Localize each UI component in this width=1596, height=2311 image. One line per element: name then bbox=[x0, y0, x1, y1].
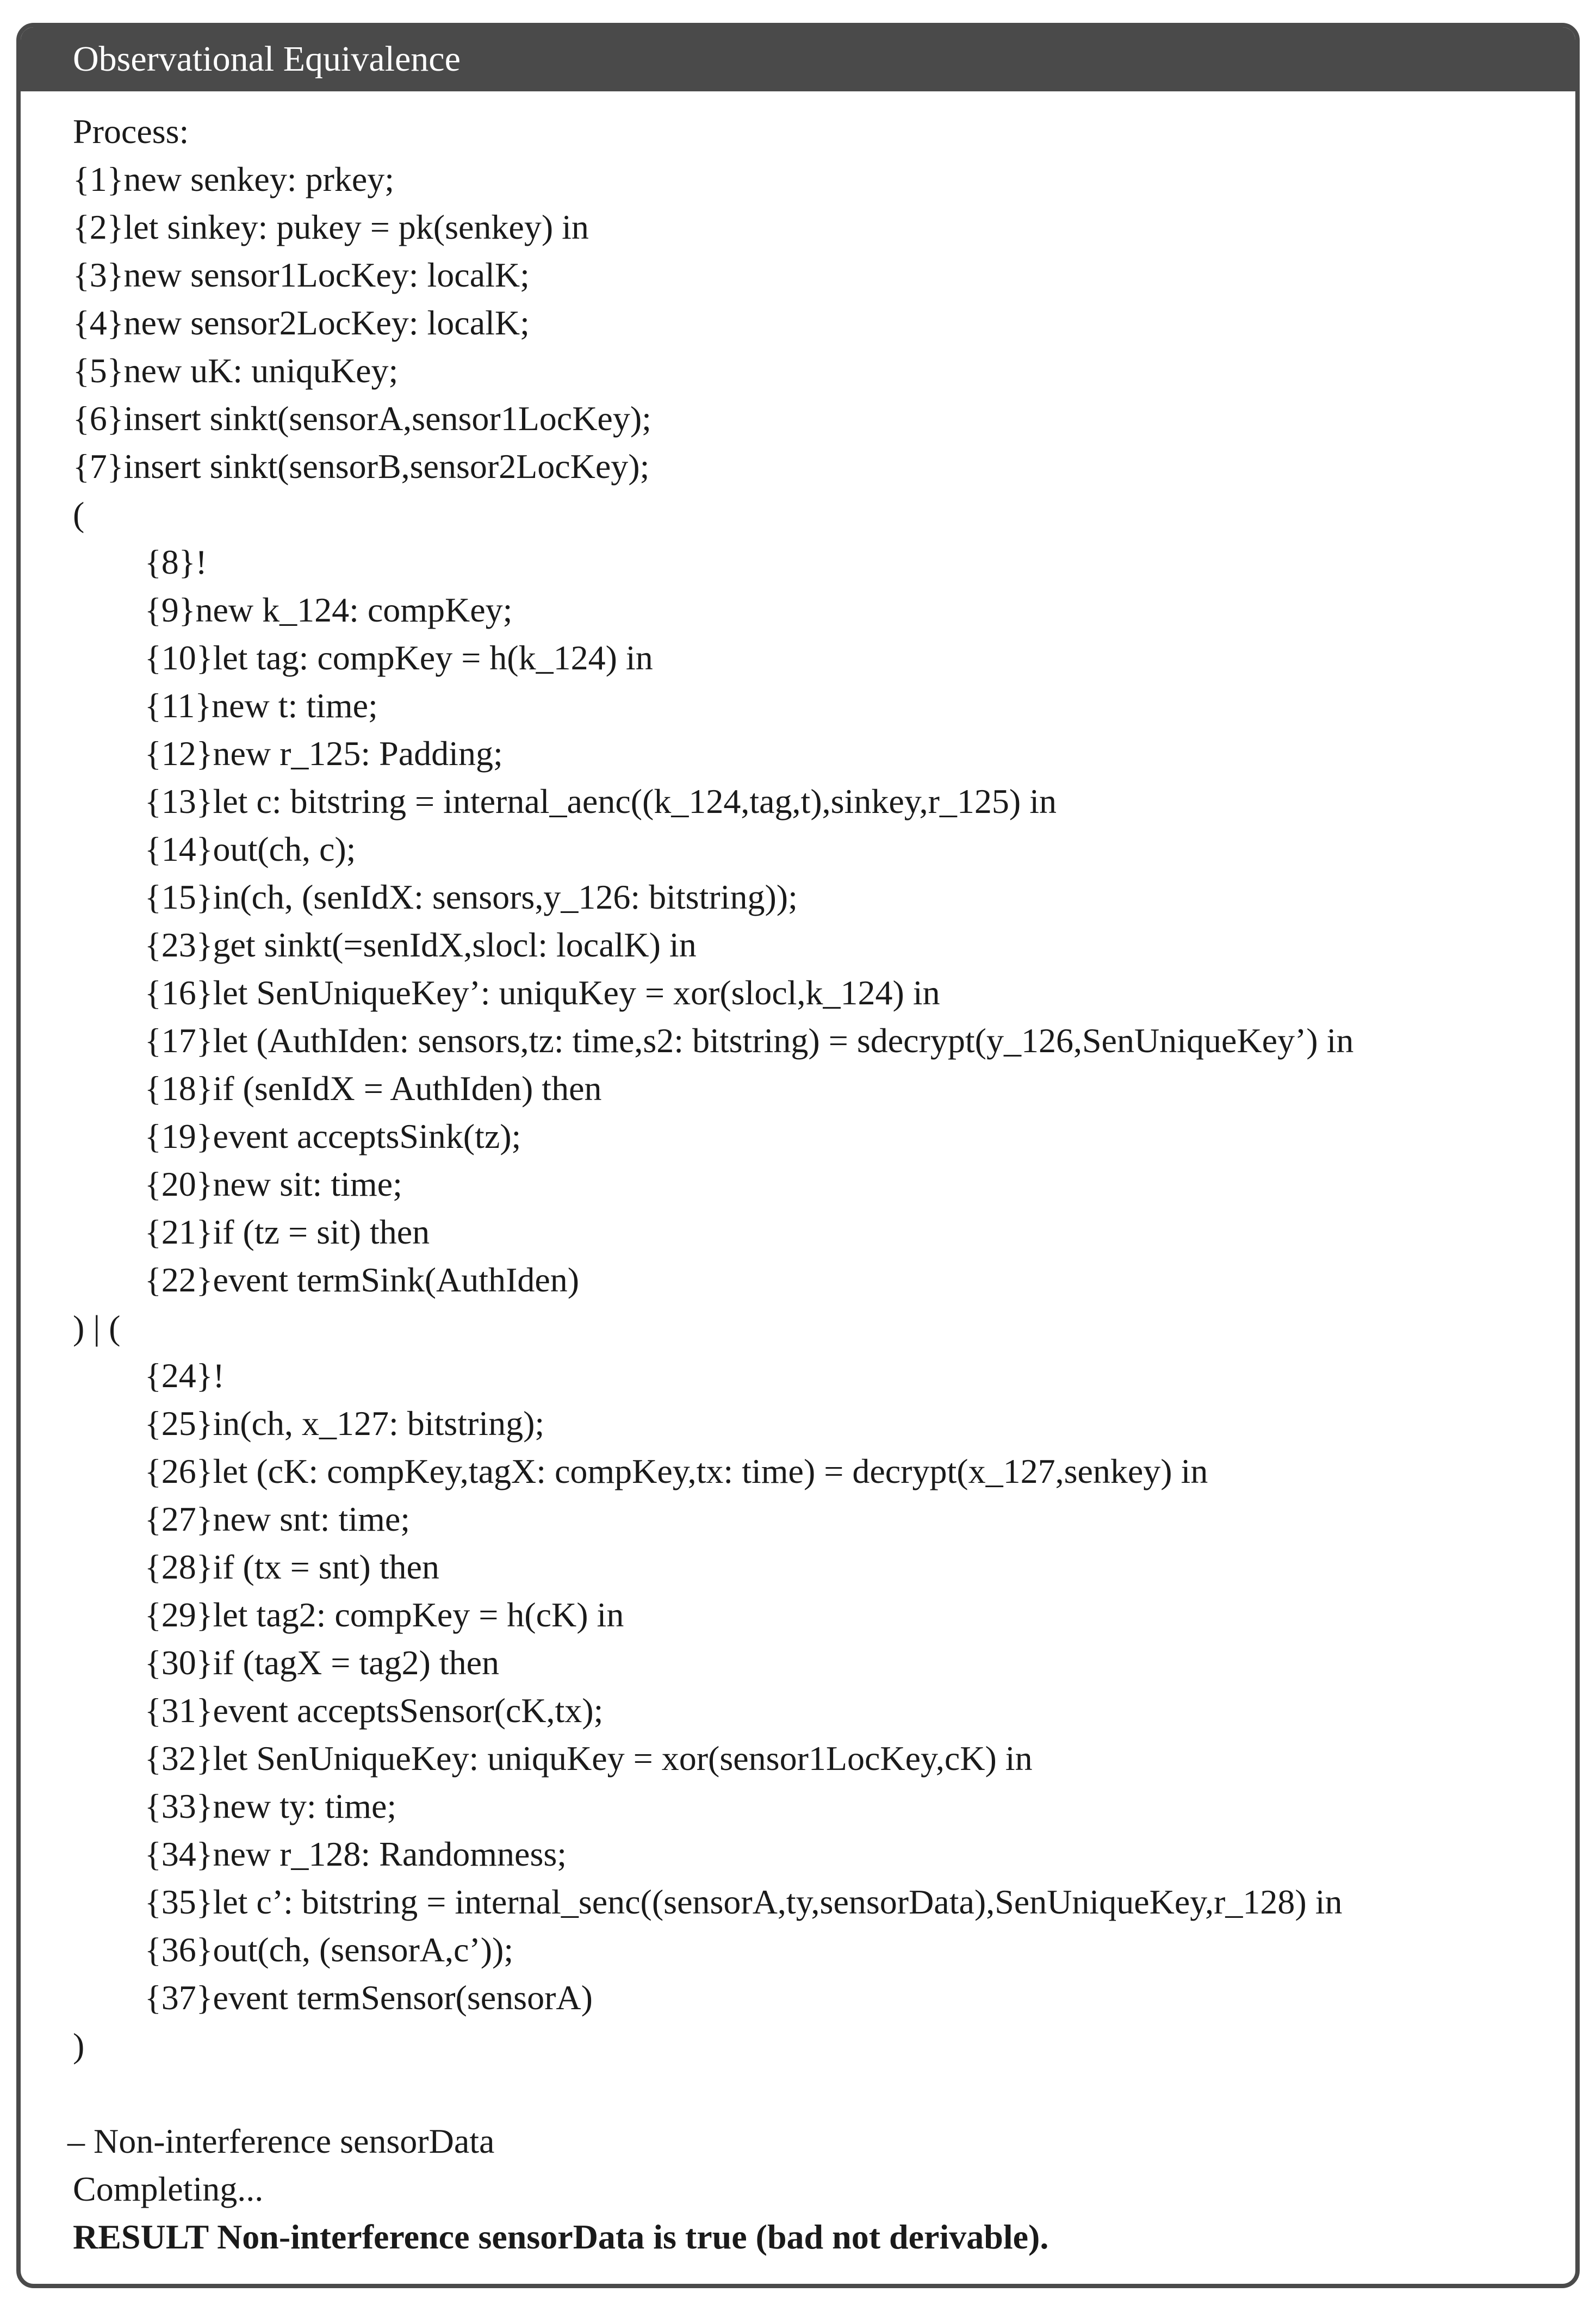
code-line: {30}if (tagX = tag2) then bbox=[145, 1643, 500, 1682]
code-line: {18}if (senIdX = AuthIden) then bbox=[145, 1069, 602, 1108]
code-line: {6}insert sinkt(sensorA,sensor1LocKey); bbox=[73, 399, 651, 438]
code-line: {15}in(ch, (senIdX: sensors,y_126: bitstring)); bbox=[145, 878, 798, 916]
code-line: {12}new r_125: Padding; bbox=[145, 734, 503, 773]
open-paren: ( bbox=[73, 495, 85, 533]
code-line: {20}new sit: time; bbox=[145, 1165, 402, 1203]
code-line: {19}event acceptsSink(tz); bbox=[145, 1117, 521, 1156]
process-listing bbox=[21, 91, 1575, 2261]
completing-line: Completing... bbox=[73, 2170, 264, 2208]
code-line: {14}out(ch, c); bbox=[145, 830, 356, 868]
code-line: {10}let tag: compKey = h(k_124) in bbox=[145, 638, 653, 677]
query-line: – Non-interference sensorData bbox=[67, 2122, 495, 2160]
sensor-process-block bbox=[73, 1352, 1575, 2022]
code-line: {21}if (tz = sit) then bbox=[145, 1213, 430, 1251]
code-line: {11}new t: time; bbox=[145, 686, 378, 725]
code-line: {25}in(ch, x_127: bitstring); bbox=[145, 1404, 545, 1443]
code-line: {29}let tag2: compKey = h(cK) in bbox=[145, 1595, 624, 1634]
close-paren: ) bbox=[73, 2026, 85, 2065]
code-line: {17}let (AuthIden: sensors,tz: time,s2: bitstring) = sdecrypt(y_126,SenUniqueKey’) in bbox=[145, 1021, 1354, 1060]
code-line: {3}new sensor1LocKey: localK; bbox=[73, 256, 530, 294]
code-line: {13}let c: bitstring = internal_aenc((k_124,tag,t),sinkey,r_125) in bbox=[145, 782, 1057, 821]
code-line: {31}event acceptsSensor(cK,tx); bbox=[145, 1691, 604, 1730]
code-line: {9}new k_124: compKey; bbox=[145, 591, 513, 629]
code-line: {32}let SenUniqueKey: uniquKey = xor(sensor1LocKey,cK) in bbox=[145, 1739, 1033, 1778]
parallel-separator: ) | ( bbox=[73, 1308, 121, 1347]
code-line: {28}if (tx = snt) then bbox=[145, 1548, 439, 1586]
code-line: {34}new r_128: Randomness; bbox=[145, 1835, 567, 1873]
code-line: {5}new uK: uniquKey; bbox=[73, 351, 399, 390]
code-line: {22}event termSink(AuthIden) bbox=[145, 1260, 580, 1299]
code-line: {33}new ty: time; bbox=[145, 1787, 397, 1825]
code-line: {8}! bbox=[145, 543, 207, 581]
code-line: {2}let sinkey: pukey = pk(senkey) in bbox=[73, 208, 589, 246]
code-line: {24}! bbox=[145, 1356, 225, 1395]
blank-line bbox=[73, 2070, 1575, 2117]
result-line: RESULT Non-interference sensorData is true (bad not derivable). bbox=[73, 2217, 1049, 2256]
code-line: {27}new snt: time; bbox=[145, 1500, 411, 1538]
process-declarations bbox=[73, 156, 1575, 490]
observational-equivalence-box bbox=[16, 23, 1580, 2288]
code-line: {7}insert sinkt(sensorB,sensor2LocKey); bbox=[73, 447, 650, 486]
code-line: {4}new sensor2LocKey: localK; bbox=[73, 303, 530, 342]
code-line: {23}get sinkt(=senIdX,slocl: localK) in bbox=[145, 925, 697, 964]
code-line: {37}event termSensor(sensorA) bbox=[145, 1978, 593, 2017]
code-line: {26}let (cK: compKey,tagX: compKey,tx: time) = decrypt(x_127,senkey) in bbox=[145, 1452, 1208, 1490]
code-line: {16}let SenUniqueKey’: uniquKey = xor(slocl,k_124) in bbox=[145, 973, 940, 1012]
code-line: {1}new senkey: prkey; bbox=[73, 160, 395, 198]
process-label: Process: bbox=[73, 112, 189, 151]
box-title: Observational Equivalence bbox=[21, 27, 1575, 91]
code-line: {35}let c’: bitstring = internal_senc((sensorA,ty,sensorData),SenUniqueKey,r_128) in bbox=[145, 1883, 1343, 1921]
sink-process-block bbox=[73, 538, 1575, 1304]
code-line: {36}out(ch, (sensorA,c’)); bbox=[145, 1930, 514, 1969]
